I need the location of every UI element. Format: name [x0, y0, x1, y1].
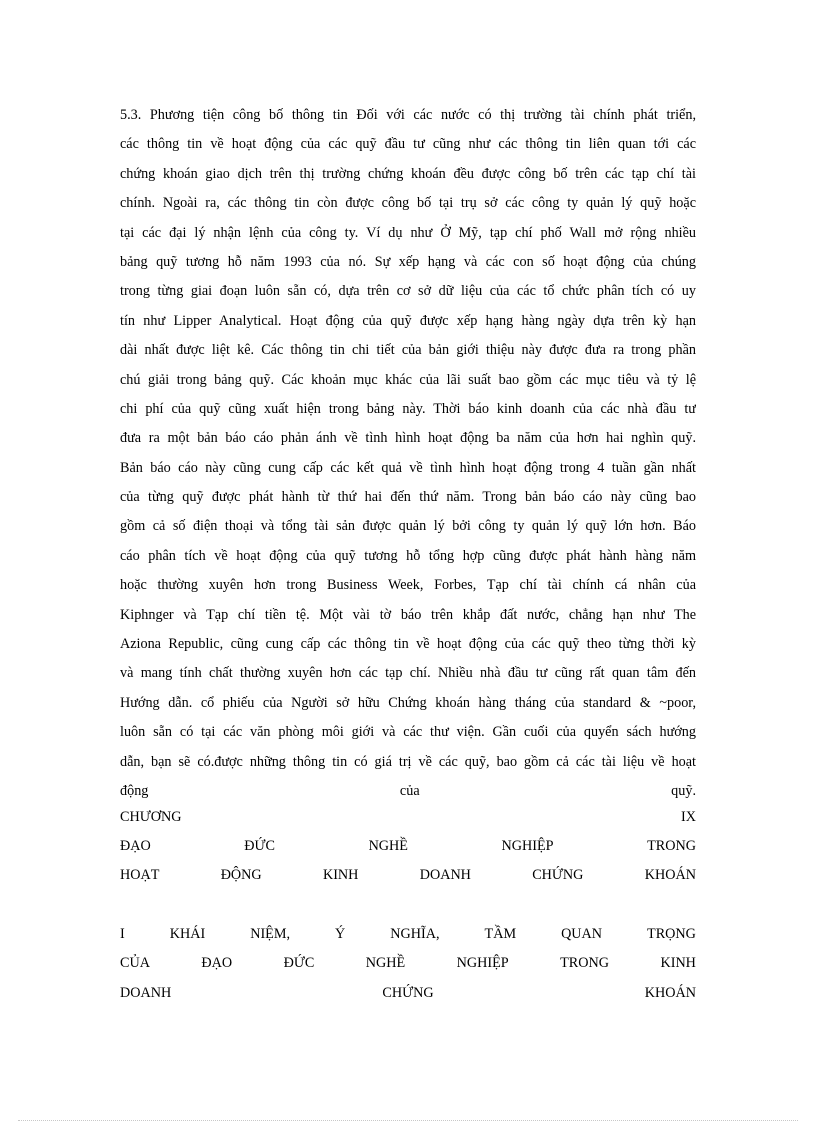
- word: NIỆM,: [250, 926, 291, 942]
- section-title-line-2: [120, 949, 696, 978]
- word: CỦA: [120, 955, 150, 971]
- paragraph-line: tín như Lipper Analytical. Hoạt động của quỹ được xếp hạng hàng ngày dựa trên kỳ hạn: [120, 312, 696, 329]
- word: KHÁI: [169, 926, 206, 942]
- word: ĐẠO: [201, 955, 233, 971]
- paragraph-line: gồm cả số điện thoại và tổng tài sản được quản lý bởi công ty quản lý quỹ lớn hơn. Báo: [120, 518, 696, 535]
- chapter-title-line-2: [120, 832, 696, 861]
- paragraph-line: và mang tính chất thường xuyên hơn các tạp chí. Nhiều nhà đầu tư cũng rất quan tâm đến: [120, 665, 696, 682]
- page-bottom-divider: [18, 1120, 798, 1121]
- paragraph-line: Hướng dẫn. cổ phiếu của Người sở hữu Chứng khoán hàng tháng của standard & ~poor,: [120, 694, 696, 711]
- word: động: [120, 783, 149, 799]
- section-title-line-1: [120, 920, 696, 949]
- paragraph-line: Kiphnger và Tạp chí tiền tệ. Một vài tờ báo trên khắp đất nước, chẳng hạn như The: [120, 606, 696, 623]
- word: CHƯƠNG: [120, 809, 182, 825]
- word: NGHỀ: [368, 838, 408, 854]
- word: NGHỀ: [365, 955, 406, 971]
- paragraph-line: chính. Ngoài ra, các thông tin còn được công bố tại trụ sở các công ty quản lý quỹ hoặc: [120, 195, 696, 212]
- paragraph-line: trong từng giai đoạn luôn sẵn có, dựa trên cơ sở dữ liệu của các tổ chức phân tích có uy: [120, 283, 696, 300]
- paragraph-line: tại các đại lý nhận lệnh của công ty. Ví dụ như Ở Mỹ, tạp chí phố Wall mở rộng nhiều: [120, 224, 696, 241]
- word: ĐỨC: [283, 955, 315, 971]
- paragraph-line: Aziona Republic, cũng cung cấp các thông tin về hoạt động của các quỹ theo từng thời kỳ: [120, 636, 696, 653]
- word: NGHĨA,: [390, 926, 440, 942]
- word: ĐỨC: [244, 838, 276, 854]
- paragraph-line: dài nhất được liệt kê. Các thông tin chi tiết của bản giới thiệu này được đưa ra trong phần: [120, 342, 696, 359]
- paragraph-line: hoặc thường xuyên hơn trong Business Week, Forbes, Tạp chí tài chính cá nhân của: [120, 577, 696, 594]
- word: CHỨNG: [382, 985, 434, 1001]
- word: TRỌNG: [647, 926, 696, 942]
- word: HOẠT: [120, 867, 160, 883]
- word: QUAN: [561, 926, 603, 942]
- word: TẦM: [484, 926, 517, 942]
- word: DOANH: [419, 867, 471, 883]
- paragraph-line: 5.3. Phương tiện công bố thông tin Đối với các nước có thị trường tài chính phát triển,: [120, 107, 696, 123]
- word: KINH: [660, 955, 696, 971]
- word: ĐẠO: [120, 838, 151, 854]
- word: KHOÁN: [644, 867, 696, 883]
- word: KINH: [322, 867, 359, 883]
- word: TRONG: [560, 955, 610, 971]
- word: KHOÁN: [644, 985, 696, 1001]
- paragraph-line: chi phí của quỹ cũng xuất hiện trong bảng này. Thời báo kinh doanh của các nhà đầu tư: [120, 400, 696, 417]
- word: I: [120, 926, 125, 942]
- paragraph-line: các thông tin về hoạt động của các quỹ đầu tư cũng như các thông tin liên quan tới các: [120, 136, 696, 153]
- word: NGHIỆP: [501, 838, 554, 854]
- word: CHỨNG: [532, 867, 584, 883]
- word: Ý: [335, 926, 346, 942]
- paragraph-line: đưa ra một bản báo cáo phản ánh về tình hình hoạt động ba năm của hơn hai nghìn quỹ.: [120, 430, 696, 447]
- paragraph-line: chứng khoán giao dịch trên thị trường chứng khoán đều được công bố trên các tạp chí tài: [120, 165, 696, 182]
- paragraph-line: chú giải trong bảng quỹ. Các khoản mục khác của lãi suất bao gồm các mục tiêu và tỷ lệ: [120, 371, 696, 388]
- paragraph-last-line: [120, 777, 696, 806]
- chapter-title-line-1: [120, 803, 696, 832]
- word: NGHIỆP: [456, 955, 509, 971]
- paragraph-line: dẫn, bạn sẽ có.được những thông tin có giá trị về các quỹ, bao gồm cả các tài liệu về hoạt: [120, 753, 696, 770]
- word: quỹ.: [671, 783, 696, 799]
- paragraph-line: Bản báo cáo này cũng cung cấp các kết quả về tình hình hoạt động trong 4 tuần gần nhất: [120, 459, 696, 476]
- chapter-title-line-3: [120, 861, 696, 890]
- paragraph-line: bảng quỹ tương hỗ năm 1993 của nó. Sự xếp hạng và các con số hoạt động của chúng: [120, 253, 696, 270]
- word: IX: [681, 809, 696, 825]
- word: ĐỘNG: [220, 867, 262, 883]
- section-title-line-3: [120, 979, 696, 1008]
- paragraph-line: của từng quỹ được phát hành từ thứ hai đến thứ năm. Trong bản báo cáo này cũng bao: [120, 489, 696, 506]
- paragraph-5-3: [120, 101, 696, 777]
- paragraph-line: cáo phân tích về hoạt động của quỹ tương hỗ tổng hợp cũng được phát hành hàng năm: [120, 547, 696, 564]
- word: DOANH: [120, 985, 172, 1001]
- word: của: [399, 783, 420, 799]
- word: TRONG: [647, 838, 696, 854]
- paragraph-line: luôn sẵn có tại các văn phòng môi giới và các thư viện. Gần cuối của quyển sách hướng: [120, 724, 696, 741]
